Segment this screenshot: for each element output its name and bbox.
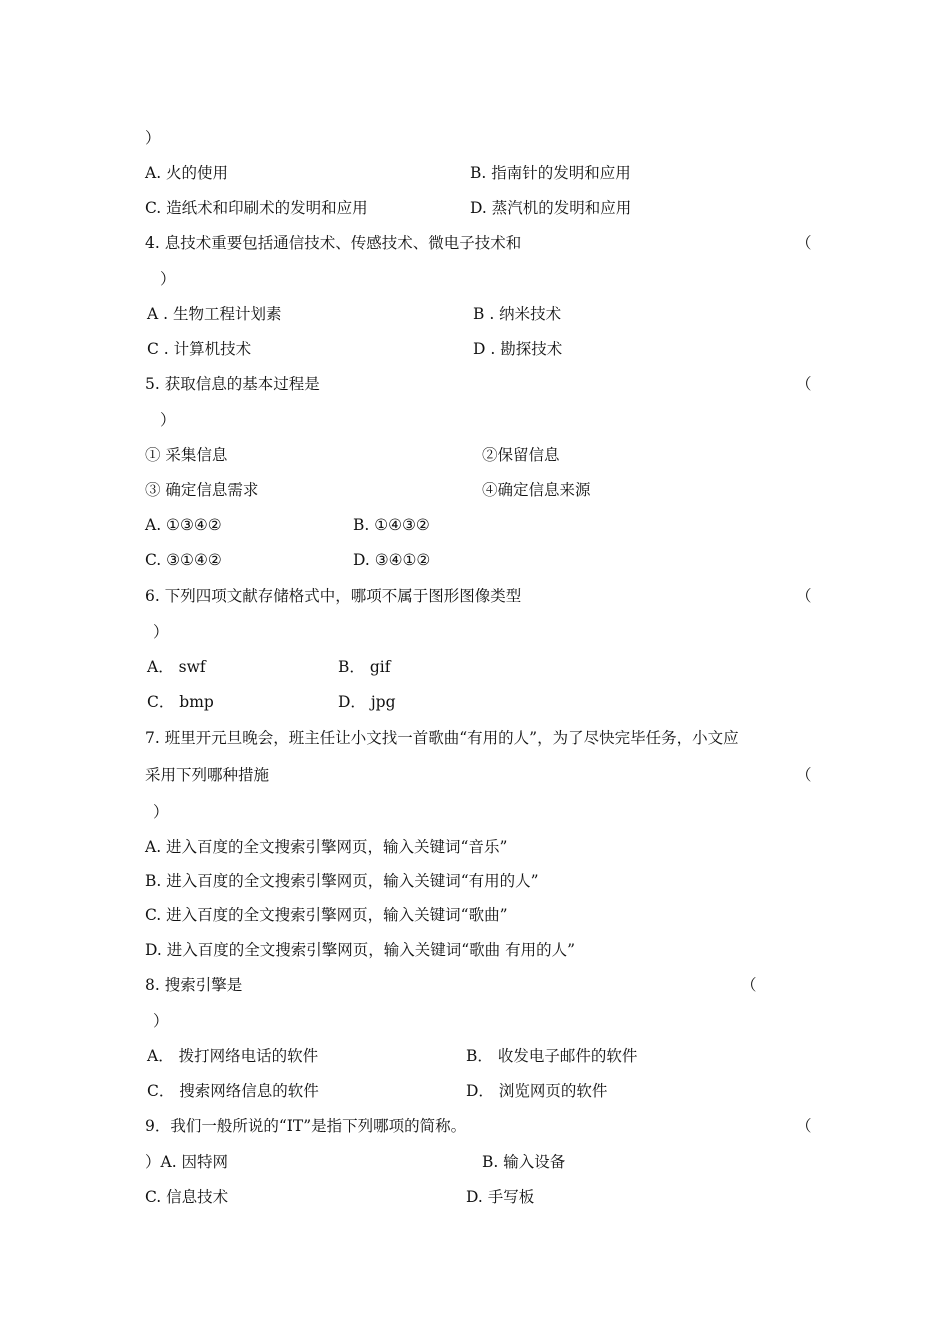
q4-option-a: A . 生物工程计划素 bbox=[147, 305, 282, 323]
q7-option-b: B. 进入百度的全文搜索引擎网页，输入关键词“有用的人” bbox=[145, 872, 539, 890]
q6-option-c: C． bmp bbox=[147, 693, 214, 711]
q9-option-d: D. 手写板 bbox=[466, 1188, 535, 1206]
q3-option-c: C. 造纸术和印刷术的发明和应用 bbox=[145, 199, 368, 217]
q6-stem: 6. 下列四项文献存储格式中，哪项不属于图形图像类型 bbox=[145, 587, 522, 605]
q4-option-c: C . 计算机技术 bbox=[147, 340, 252, 358]
q5-option-d: D. ③④①② bbox=[353, 551, 431, 569]
q5-step-3: ③ 确定信息需求 bbox=[145, 481, 259, 499]
q3-option-d: D. 蒸汽机的发明和应用 bbox=[470, 199, 632, 217]
q6-option-d: D． jpg bbox=[338, 693, 396, 711]
q6-option-a: A． swf bbox=[147, 658, 206, 676]
q5-option-c: C. ③①④② bbox=[145, 551, 222, 569]
q5-stem: 5. 获取信息的基本过程是 bbox=[145, 375, 320, 393]
q8-option-d: D． 浏览网页的软件 bbox=[466, 1082, 608, 1100]
q7-close-paren: ） bbox=[153, 803, 169, 821]
q9-option-c: C. 信息技术 bbox=[145, 1188, 229, 1206]
q3-option-b: B. 指南针的发明和应用 bbox=[470, 164, 631, 182]
q4-open-paren: （ bbox=[796, 234, 812, 252]
q7-option-d: D. 进入百度的全文搜索引擎网页，输入关键词“歌曲 有用的人” bbox=[145, 941, 576, 959]
q8-option-b: B． 收发电子邮件的软件 bbox=[466, 1047, 638, 1065]
q7-option-c: C. 进入百度的全文搜索引擎网页，输入关键词“歌曲” bbox=[145, 906, 508, 924]
q9-option-b: B. 输入设备 bbox=[482, 1153, 566, 1171]
q9-stem: 9．我们一般所说的“IT”是指下列哪项的简称。 bbox=[145, 1117, 467, 1135]
q4-option-d: D . 勘探技术 bbox=[473, 340, 563, 358]
q8-close-paren: ） bbox=[153, 1012, 169, 1030]
q5-open-paren: （ bbox=[796, 375, 812, 393]
q3-option-a: A. 火的使用 bbox=[145, 164, 229, 182]
q9-open-paren: （ bbox=[796, 1117, 812, 1135]
q5-close-paren: ） bbox=[160, 411, 176, 429]
q5-option-a: A. ①③④② bbox=[145, 516, 222, 534]
q8-stem: 8. 搜索引擎是 bbox=[145, 976, 243, 994]
q7-option-a: A. 进入百度的全文搜索引擎网页，输入关键词“音乐” bbox=[145, 838, 508, 856]
q7-open-paren: （ bbox=[796, 766, 812, 784]
q6-option-b: B． gif bbox=[338, 658, 391, 676]
q8-open-paren: （ bbox=[741, 976, 757, 994]
q9-option-a: ）A. 因特网 bbox=[145, 1153, 229, 1171]
q6-close-paren: ） bbox=[153, 623, 169, 641]
q3-close-paren: ） bbox=[145, 129, 161, 147]
q5-step-4: ④确定信息来源 bbox=[482, 481, 591, 499]
q4-option-b: B . 纳米技术 bbox=[473, 305, 562, 323]
q5-option-b: B. ①④③② bbox=[353, 516, 430, 534]
q7-stem-line-2: 采用下列哪种措施 bbox=[145, 766, 270, 784]
q5-step-1: ① 采集信息 bbox=[145, 446, 228, 464]
q5-step-2: ②保留信息 bbox=[482, 446, 560, 464]
q4-close-paren: ） bbox=[160, 270, 176, 288]
q6-open-paren: （ bbox=[796, 587, 812, 605]
q7-stem-line-1: 7. 班里开元旦晚会，班主任让小文找一首歌曲“有用的人”，为了尽快完毕任务，小文应 bbox=[145, 729, 739, 747]
q4-stem: 4. 息技术重要包括通信技术、传感技术、微电子技术和 bbox=[145, 234, 522, 252]
q8-option-a: A． 拨打网络电话的软件 bbox=[147, 1047, 319, 1065]
q8-option-c: C． 搜索网络信息的软件 bbox=[147, 1082, 319, 1100]
